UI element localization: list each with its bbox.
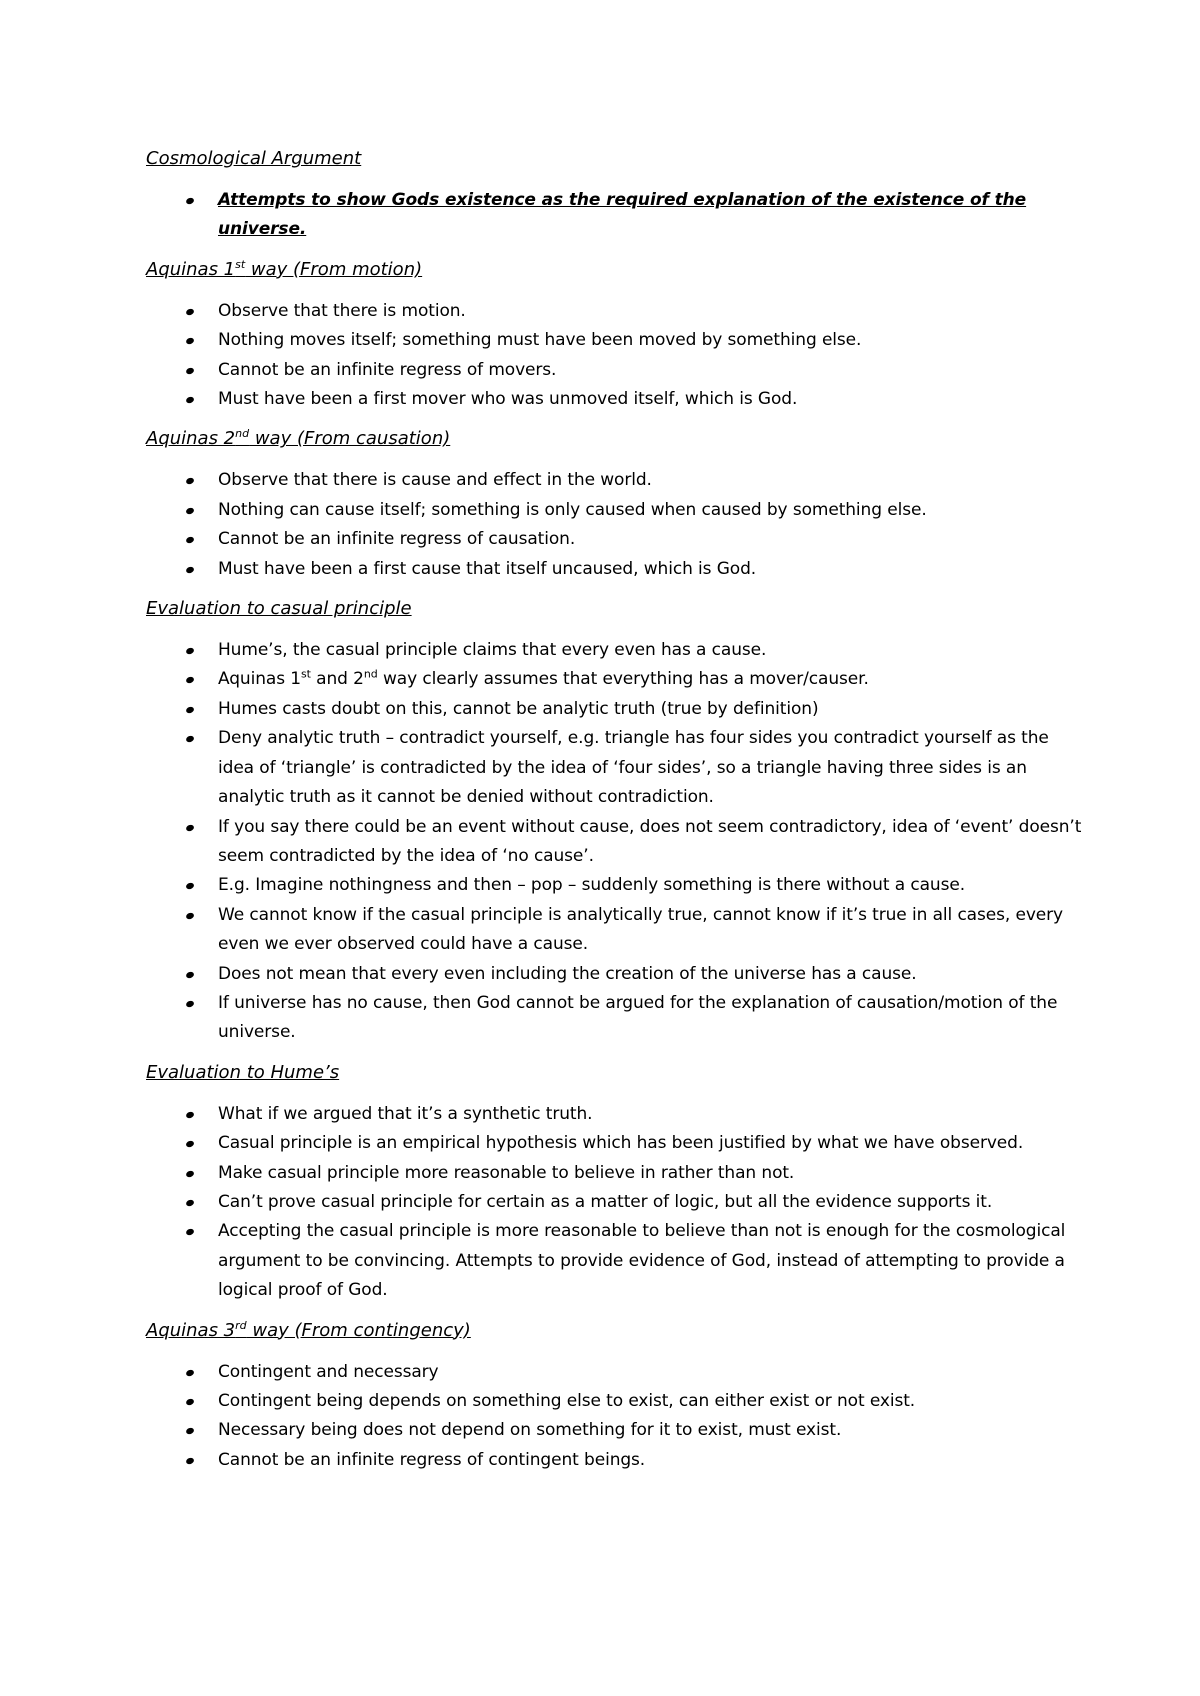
bullet-icon [185,823,195,831]
list-item [146,466,1086,495]
list-item [146,1100,1086,1129]
list-item-text: Can’t prove casual principle for certain as a matter of logic, but all the evidence supports it. [218,1191,993,1212]
section [146,1316,1086,1476]
ordinal-suffix: st [301,667,311,681]
section-heading-ordinal: st [235,257,246,271]
list-item [146,1217,1086,1305]
bullet-icon [185,1000,195,1008]
sections-container [146,255,1086,1475]
ordinal-suffix: nd [363,667,378,681]
bullet-icon [185,1398,195,1406]
section-heading-text: way (From motion) [245,258,423,280]
intro-item [146,186,1086,245]
section-heading-ordinal: rd [235,1318,247,1332]
list-item [146,871,1086,900]
bullet-icon [185,1111,195,1119]
section-heading [146,1058,1086,1088]
bullet-icon [185,507,195,515]
list-item-text: If you say there could be an event without cause, does not seem contradictory, idea of ‘event’ doesn’t seem contradicted by the idea of ‘no cause’. [218,816,1082,866]
list-item [146,901,1086,960]
section-heading-text: way (From causation) [249,428,451,450]
list-item-text: Deny analytic truth – contradict yourself, e.g. triangle has four sides you contradict yourself as the idea of ‘triangle’ is contradicted by the idea of ‘four sides’, so a triangle having three sides is an analytic truth as it cannot be denied without contradiction. [218,728,1049,808]
bullet-icon [185,366,195,374]
section [146,255,1086,415]
bullet-icon [185,197,195,205]
list-item-text: E.g. Imagine nothingness and then – pop – suddenly something is there without a cause. [218,875,965,896]
list-item [146,989,1086,1048]
list-item [146,1129,1086,1158]
bullet-icon [185,706,195,714]
bullet-icon [185,1169,195,1177]
list-item-text: Nothing can cause itself; something is only caused when caused by something else. [218,499,927,520]
list-item [146,496,1086,525]
list-item-text: way clearly assumes that everything has a mover/causer. [377,669,869,690]
list-item-text: Cannot be an infinite regress of causation. [218,529,576,550]
section-heading [146,424,1086,454]
bullet-icon [185,1427,195,1435]
list-item [146,297,1086,326]
list-item-text: What if we argued that it’s a synthetic truth. [218,1103,593,1124]
list-item-text: Accepting the casual principle is more reasonable to believe than not is enough for the cosmological argument to be convincing. Attempts to provide evidence of God, instead of attempting to provide a logical proof of God. [218,1221,1066,1301]
list-item-text: Humes casts doubt on this, cannot be analytic truth (true by definition) [218,698,819,719]
bullet-icon [185,1368,195,1376]
section-heading-text: Aquinas 1 [146,258,236,280]
bullet-icon [185,1140,195,1148]
list-item-text: Observe that there is motion. [218,300,466,321]
list-item-text: If universe has no cause, then God cannot be argued for the explanation of causation/motion of the universe. [218,992,1058,1043]
list-item [146,636,1086,665]
section [146,594,1086,1048]
list-item [146,356,1086,385]
list-item-text: We cannot know if the casual principle is analytically true, cannot know if it’s true in all cases, every even we ever observed could have a cause. [218,904,1064,955]
section [146,424,1086,584]
bullet-icon [185,1457,195,1465]
document-title: Cosmological Argument [146,148,362,169]
bullet-icon [185,1228,195,1236]
bullet-list [146,1100,1086,1306]
bullet-icon [185,970,195,978]
list-item-text: Hume’s, the casual principle claims that every even has a cause. [218,640,767,661]
list-item-text: Cannot be an infinite regress of contingent beings. [218,1449,646,1470]
list-item [146,665,1086,694]
list-item [146,326,1086,355]
section [146,1058,1086,1306]
bullet-icon [185,647,195,655]
list-item [146,525,1086,554]
list-item [146,1416,1086,1445]
document-page [146,144,1086,1475]
list-item [146,1387,1086,1416]
bullet-list [146,636,1086,1048]
section-heading-text: way (From contingency) [246,1319,471,1341]
list-item [146,1188,1086,1217]
list-item [146,1159,1086,1188]
bullet-icon [185,1199,195,1207]
intro-item-text: Attempts to show Gods existence as the required explanation of the existence of the universe. [218,190,1027,240]
list-item [146,385,1086,414]
list-item [146,813,1086,872]
bullet-icon [185,308,195,316]
list-item [146,1446,1086,1475]
list-item-text: Observe that there is cause and effect in the world. [218,470,652,491]
bullet-icon [185,912,195,920]
section-heading [146,594,1086,624]
list-item-text: Must have been a first mover who was unmoved itself, which is God. [218,389,798,410]
list-item [146,960,1086,989]
bullet-icon [185,882,195,890]
bullet-icon [185,676,195,684]
list-item-text: Necessary being does not depend on something for it to exist, must exist. [218,1420,842,1441]
section-heading-text: Aquinas 3 [146,1319,236,1341]
list-item-text: Contingent and necessary [218,1361,439,1382]
bullet-icon [185,477,195,485]
bullet-icon [185,337,195,345]
bullet-icon [185,565,195,573]
intro-list [146,186,1086,245]
section-heading [146,255,1086,285]
list-item [146,555,1086,584]
list-item [146,724,1086,812]
bullet-icon [185,735,195,743]
section-heading-text: Aquinas 2 [146,428,236,450]
list-item-text: and 2 [310,669,364,690]
list-item-text: Cannot be an infinite regress of movers. [218,359,557,380]
list-item-text: Aquinas 1 [218,669,301,690]
section-heading-text: Evaluation to casual principle [146,598,412,620]
section-heading [146,1316,1086,1346]
section-heading-text: Evaluation to Hume’s [146,1061,340,1083]
list-item-text: Must have been a first cause that itself uncaused, which is God. [218,558,757,579]
list-item [146,695,1086,724]
list-item-text: Casual principle is an empirical hypothesis which has been justified by what we have observed. [218,1133,1024,1154]
bullet-icon [185,396,195,404]
list-item-text: Make casual principle more reasonable to believe in rather than not. [218,1162,795,1183]
section-heading-ordinal: nd [235,427,250,441]
list-item [146,1358,1086,1387]
bullet-list [146,297,1086,415]
bullet-list [146,1358,1086,1476]
list-item-text: Contingent being depends on something else to exist, can either exist or not exist. [218,1391,916,1411]
bullet-list [146,466,1086,584]
list-item-text: Nothing moves itself; something must have been moved by something else. [218,330,862,351]
list-item-text: Does not mean that every even including the creation of the universe has a cause. [218,963,917,984]
bullet-icon [185,536,195,544]
